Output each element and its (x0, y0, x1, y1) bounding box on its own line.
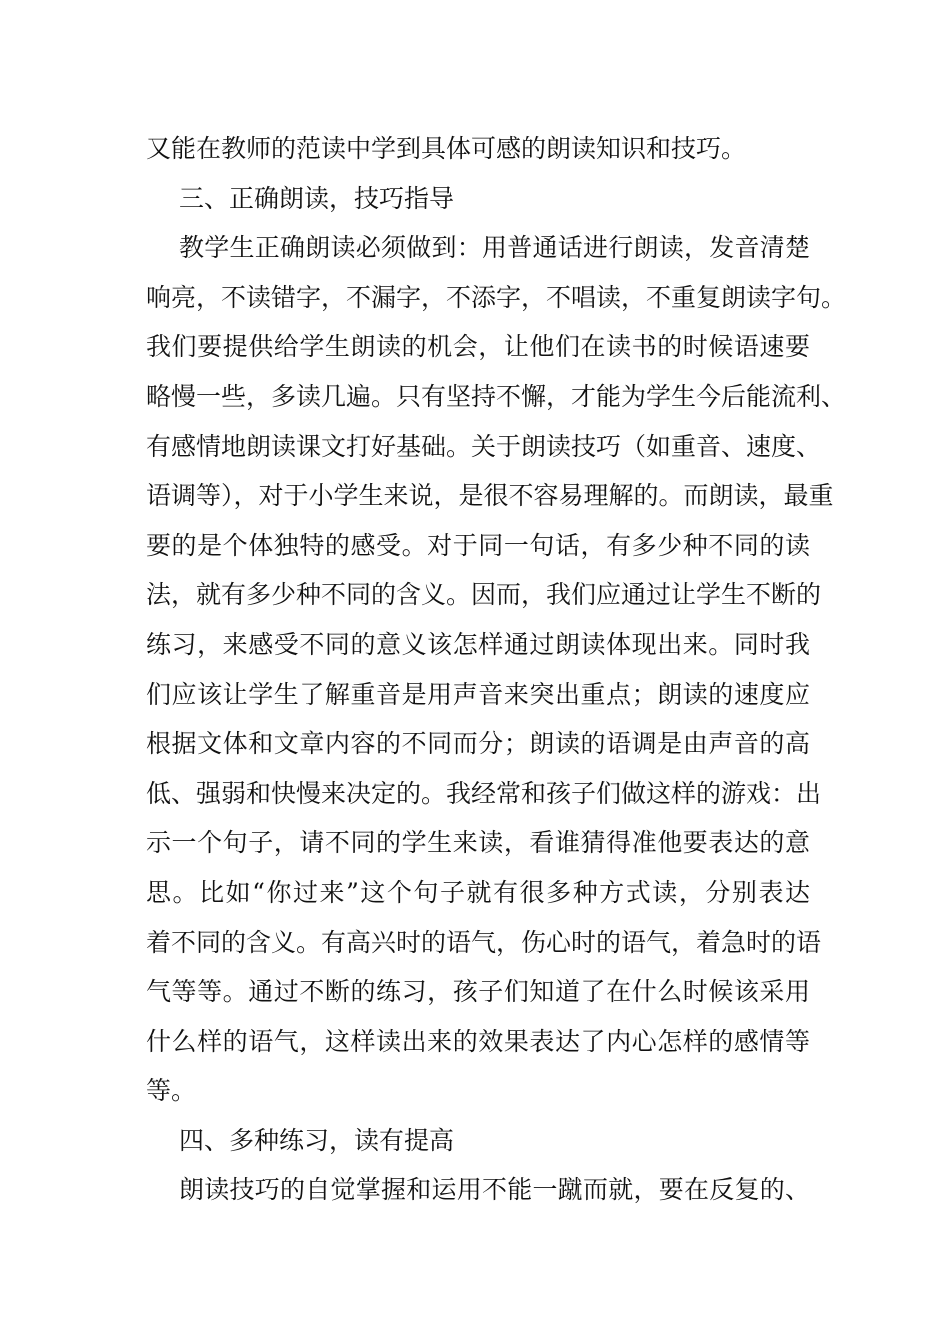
text-line-5: 我们要提供给学生朗读的机会，让他们在读书的时候语速要 (146, 332, 810, 362)
text-line-14: 低、强弱和快慢来决定的。我经常和孩子们做这样的游戏：出 (146, 778, 822, 808)
text-line-8: 语调等），对于小学生来说，是很不容易理解的。而朗读，最重 (146, 481, 834, 511)
text-line-22: 朗读技巧的自觉掌握和运用不能一蹴而就，要在反复的、 (179, 1175, 810, 1205)
text-line-17: 着不同的含义。有高兴时的语气，伤心时的语气，着急时的语 (146, 927, 822, 957)
text-line-6: 略慢一些，多读几遍。只有坚持不懈，才能为学生今后能流利、 (146, 381, 847, 411)
text-line-4: 响亮，不读错字，不漏字，不添字，不唱读，不重复朗读字句。 (146, 282, 847, 312)
text-line-9: 要的是个体独特的感受。对于同一句话，有多少种不同的读 (146, 530, 810, 560)
text-line-11: 练习，来感受不同的意义该怎样通过朗读体现出来。同时我 (146, 629, 810, 659)
text-line-16: 思。比如“你过来”这个句子就有很多种方式读，分别表达 (146, 877, 810, 907)
text-line-19: 什么样的语气，这样读出来的效果表达了内心怎样的感情等 (146, 1026, 810, 1056)
text-line-7: 有感情地朗读课文打好基础。关于朗读技巧（如重音、速度、 (146, 431, 822, 461)
text-line-12: 们应该让学生了解重音是用声音来突出重点；朗读的速度应 (146, 679, 810, 709)
text-line-1: 又能在教师的范读中学到具体可感的朗读知识和技巧。 (146, 134, 747, 163)
section-heading-3: 三、正确朗读，技巧指导 (179, 183, 455, 213)
text-line-18: 气等等。通过不断的练习，孩子们知道了在什么时候该采用 (146, 977, 810, 1007)
text-line-10: 法，就有多少种不同的含义。因而，我们应通过让学生不断的 (146, 580, 822, 610)
text-line-20: 等。 (146, 1076, 197, 1106)
text-line-3: 教学生正确朗读必须做到：用普通话进行朗读，发音清楚 (179, 233, 810, 263)
document-body (146, 124, 847, 1215)
text-line-15: 示一个句子，请不同的学生来读，看谁猜得准他要表达的意 (146, 828, 810, 858)
section-heading-4: 四、多种练习，读有提高 (179, 1125, 455, 1155)
text-line-13: 根据文体和文章内容的不同而分；朗读的语调是由声音的高 (146, 729, 810, 759)
